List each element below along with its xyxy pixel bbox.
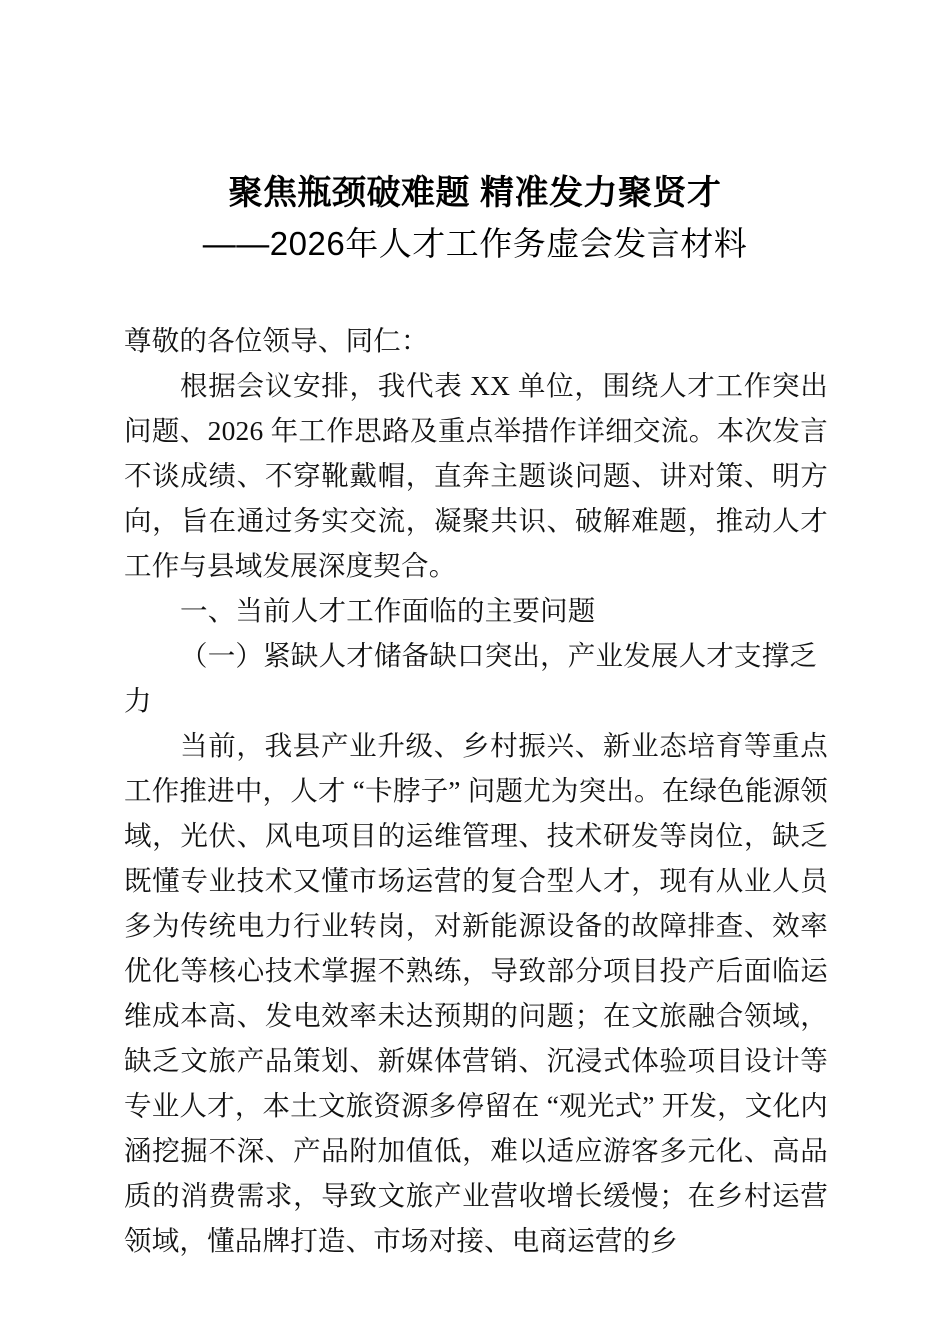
document-title-block [0, 168, 950, 270]
opening-paragraph: 根据会议安排，我代表 XX 单位，围绕人才工作突出问题、2026 年工作思路及重点举措作详细交流。本次发言不谈成绩、不穿靴戴帽，直奔主题谈问题、讲对策、明方向，旨在通过务实交流，凝聚共识、破解难题，推动人才工作与县域发展深度契合。 [124, 370, 828, 581]
page-title: 聚焦瓶颈破难题 精准发力聚贤才 [228, 174, 722, 212]
page-subtitle: ——2026年人才工作务虚会发言材料 [202, 225, 748, 262]
document-body [124, 318, 828, 1263]
section-1-1-paragraph: 当前，我县产业升级、乡村振兴、新业态培育等重点工作推进中，人才 “卡脖子” 问题尤为突出。在绿色能源领域，光伏、风电项目的运维管理、技术研发等岗位，缺乏既懂专业技术又懂市场运营的复合型人才，现有从业人员多为传统电力行业转岗，对新能源设备的故障排查、效率优化等核心技术掌握不熟练，导致部分项目投产后面临运维成本高、发电效率未达预期的问题；在文旅融合领域，缺乏文旅产品策划、新媒体营销、沉浸式体验项目设计等专业人才，本土文旅资源多停留在 “观光式” 开发，文化内涵挖掘不深、产品附加值低，难以适应游客多元化、高品质的消费需求，导致文旅产业营收增长缓慢；在乡村运营领域，懂品牌打造、市场对接、电商运营的乡 [124, 730, 828, 1256]
section-heading-1: 一、当前人才工作面临的主要问题 [180, 595, 596, 626]
salutation-line: 尊敬的各位领导、同仁： [124, 325, 429, 356]
section-heading-1-1: （一）紧缺人才储备缺口突出，产业发展人才支撑乏力 [124, 640, 818, 716]
